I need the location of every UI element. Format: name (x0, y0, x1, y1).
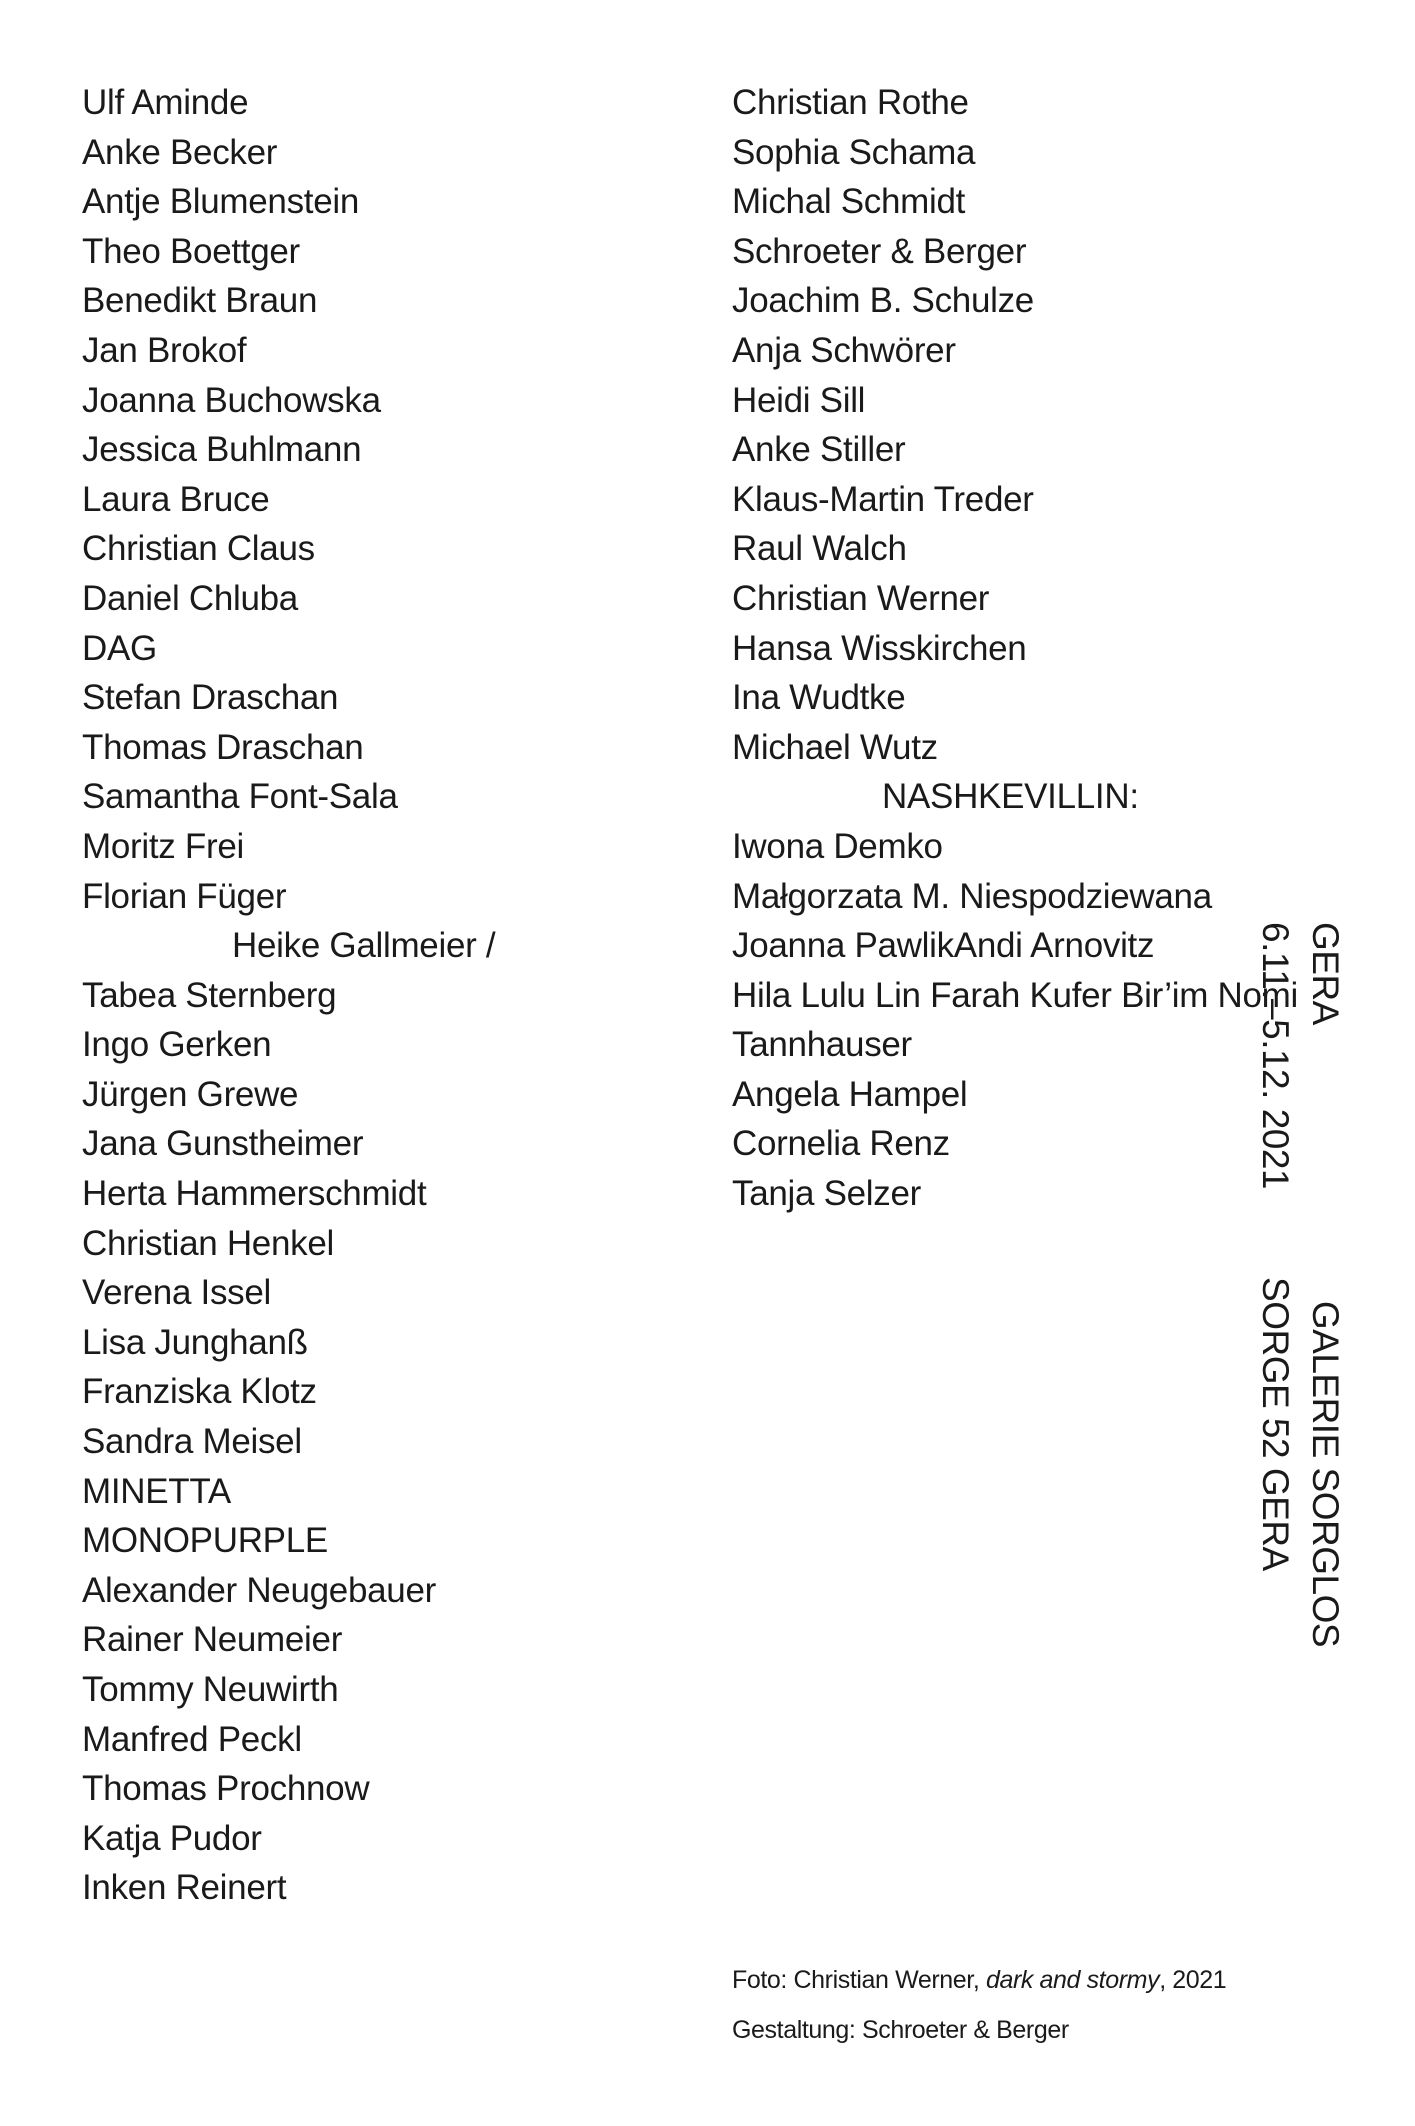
artist-name: Małgorzata M. Niespodziewana (732, 876, 1212, 916)
artist-name: Michael Wutz (732, 727, 938, 767)
artist-name: Franziska Klotz (82, 1372, 317, 1412)
artist-name: Thomas Prochnow (82, 1769, 370, 1809)
artist-name: Michal Schmidt (732, 182, 966, 222)
artist-name: Inken Reinert (82, 1868, 287, 1908)
artist-name: MONOPURPLE (82, 1521, 328, 1561)
artist-name: Iwona Demko (732, 826, 943, 866)
artist-name: Sophia Schama (732, 132, 976, 172)
artist-name: Alexander Neugebauer (82, 1570, 436, 1610)
artist-name: DAG (82, 628, 157, 668)
artist-name: Schroeter & Berger (732, 231, 1027, 271)
exhibition-dates: 6.11.–5.12. 2021 (1255, 922, 1296, 1190)
exhibition-info-vertical (1250, 922, 1350, 1647)
artist-name: Hila Lulu Lin Farah Kufer Bir’im Nomi (732, 975, 1298, 1015)
photo-credit-title: dark and stormy (985, 1966, 1160, 1994)
photo-credit-prefix: Foto: Christian Werner, (732, 1966, 986, 1994)
artist-name: Christian Rothe (732, 83, 969, 122)
artist-name: Hansa Wisskirchen (732, 628, 1027, 668)
artist-name: Samantha Font-Sala (82, 777, 398, 817)
artist-name: Anke Stiller (732, 430, 906, 470)
artist-name: Benedikt Braun (82, 281, 318, 321)
artist-name: Lisa Junghanß (82, 1322, 308, 1362)
artist-name: Daniel Chluba (82, 578, 298, 618)
artist-name: Tommy Neuwirth (82, 1670, 339, 1709)
city-label: GERA (1305, 922, 1346, 1025)
artist-name: Heike Gallmeier / (232, 926, 496, 966)
artist-name: Christian Henkel (82, 1223, 334, 1263)
artist-name: Theo Boettger (82, 231, 300, 271)
artist-name: Jan Brokof (82, 330, 247, 370)
photo-credit-suffix: , 2021 (1159, 1966, 1227, 1994)
artist-name: Heidi Sill (732, 380, 866, 420)
artist-name: Anke Becker (82, 132, 278, 172)
artist-name: Stefan Draschan (82, 678, 339, 718)
artist-name: Joachim B. Schulze (732, 281, 1034, 321)
artist-name: Tabea Sternberg (82, 975, 337, 1015)
artist-name: NASHKEVILLIN: (882, 777, 1139, 817)
artist-name: Jürgen Grewe (82, 1074, 299, 1114)
exhibition-info-line-1 (1300, 922, 1350, 1647)
artist-name: Laura Bruce (82, 479, 270, 519)
artist-name: Angela Hampel (732, 1074, 968, 1114)
artist-name: Rainer Neumeier (82, 1620, 343, 1660)
design-credit: Gestaltung: Schroeter & Berger (732, 2016, 1069, 2044)
artist-name: Florian Füger (82, 876, 287, 916)
artist-name: Christian Werner (732, 578, 990, 618)
artist-name: Klaus-Martin Treder (732, 479, 1034, 519)
artist-name: Thomas Draschan (82, 727, 364, 767)
artist-name: Jana Gunstheimer (82, 1124, 364, 1164)
artist-name: Cornelia Renz (732, 1124, 950, 1164)
artist-name: Ina Wudtke (732, 678, 906, 718)
artist-name: MINETTA (82, 1471, 231, 1511)
artist-name: Verena Issel (82, 1273, 272, 1313)
exhibition-info-line-2 (1250, 922, 1300, 1647)
artist-name: Tannhauser (732, 1025, 912, 1065)
artist-name: Moritz Frei (82, 826, 244, 866)
artist-list-left (82, 78, 495, 1913)
artist-name: Raul Walch (732, 529, 907, 569)
artist-name: Anja Schwörer (732, 330, 956, 370)
artist-name: Joanna PawlikAndi Arnovitz (732, 926, 1155, 966)
gallery-name: GALERIE SORGLOS (1305, 1300, 1346, 1648)
artist-name: Katja Pudor (82, 1818, 262, 1858)
artist-name: Sandra Meisel (82, 1422, 302, 1462)
artist-name: Ingo Gerken (82, 1025, 272, 1065)
gallery-address: SORGE 52 GERA (1255, 1277, 1296, 1571)
artist-name: Antje Blumenstein (82, 182, 360, 222)
credits (732, 1955, 1226, 2055)
artist-name: Herta Hammerschmidt (82, 1174, 427, 1214)
photo-credit (732, 1955, 1226, 2005)
artist-list-right (732, 78, 1298, 1219)
artist-name: Christian Claus (82, 529, 315, 569)
artist-name: Ulf Aminde (82, 83, 249, 122)
artist-name: Joanna Buchowska (82, 380, 381, 420)
artist-name: Tanja Selzer (732, 1174, 922, 1214)
artist-name: Manfred Peckl (82, 1719, 302, 1759)
artist-name: Jessica Buhlmann (82, 430, 362, 470)
